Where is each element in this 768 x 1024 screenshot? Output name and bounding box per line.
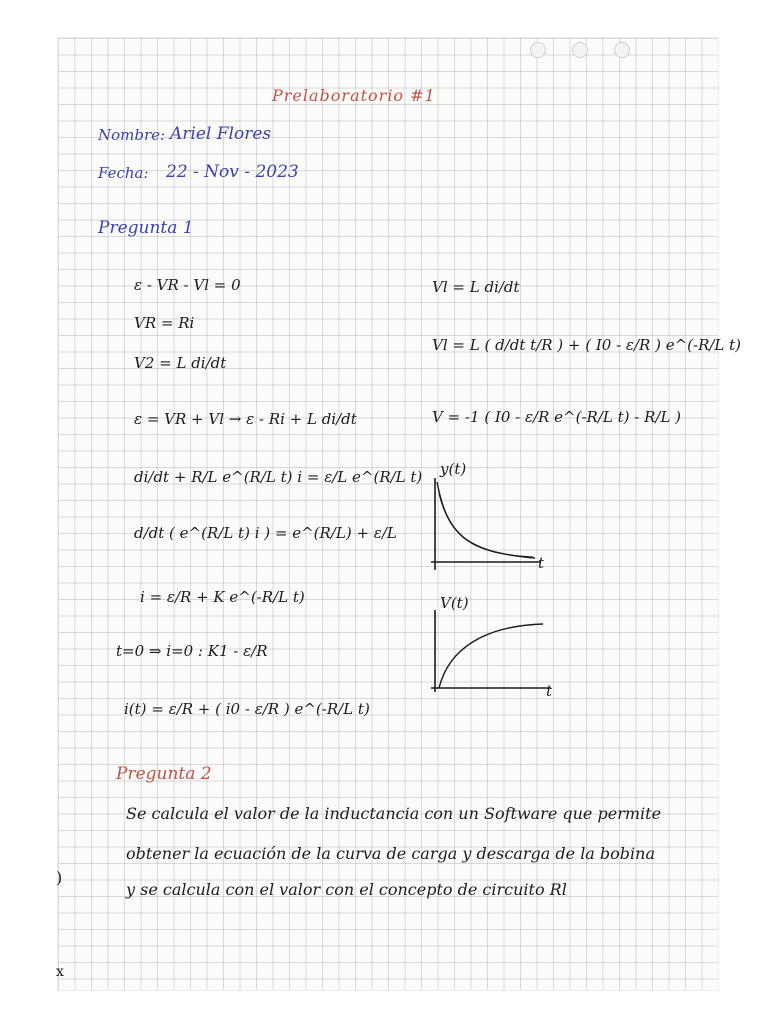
binder-hole: [572, 42, 588, 58]
margin-x-mark: x: [56, 964, 64, 980]
graph2-axis-label: t: [546, 682, 553, 700]
equation: ε = VR + Vl → ε - Ri + L di/dt: [134, 410, 357, 428]
answer-line: y se calcula con el valor con el concepto de circuito Rl: [126, 880, 567, 899]
nombre-value: Ariel Flores: [170, 124, 272, 144]
equation: i(t) = ε/R + ( i0 - ε/R ) e^(-R/L t): [124, 700, 370, 718]
graph1-axis-label: t: [538, 554, 545, 572]
fecha-label: Fecha:: [98, 164, 149, 182]
equation: t=0 ⇒ i=0 : K1 - ε/R: [116, 642, 268, 660]
binder-hole: [530, 42, 546, 58]
equation: Vl = L di/dt: [432, 278, 520, 296]
page-title: Prelaboratorio #1: [272, 86, 436, 105]
graph2-label: V(t): [440, 594, 469, 612]
pregunta2-heading: Pregunta 2: [116, 764, 212, 784]
growth-graph: [425, 608, 555, 700]
equation: V = -1 ( I0 - ε/R e^(-R/L t) - R/L ): [432, 408, 682, 426]
decay-graph: [425, 474, 555, 578]
equation: ε - VR - Vl = 0: [134, 276, 241, 294]
graph1-label: y(t): [440, 460, 467, 478]
equation: di/dt + R/L e^(R/L t) i = ε/L e^(R/L t): [134, 468, 423, 486]
nombre-label: Nombre:: [98, 126, 166, 144]
answer-line: Se calcula el valor de la inductancia con un Software que permite: [126, 804, 662, 823]
margin-paren: ): [56, 868, 63, 887]
binder-hole: [614, 42, 630, 58]
equation: Vl = L ( d/dt t/R ) + ( I0 - ε/R ) e^(-R/L t): [432, 336, 742, 354]
equation: d/dt ( e^(R/L t) i ) = e^(R/L) + ε/L: [134, 524, 397, 542]
pregunta1-heading: Pregunta 1: [98, 218, 194, 238]
answer-line: obtener la ecuación de la curva de carga y descarga de la bobina: [126, 844, 656, 863]
fecha-value: 22 - Nov - 2023: [166, 162, 299, 182]
equation: VR = Ri: [134, 314, 195, 332]
equation: i = ε/R + K e^(-R/L t): [140, 588, 305, 606]
equation: V2 = L di/dt: [134, 354, 227, 372]
